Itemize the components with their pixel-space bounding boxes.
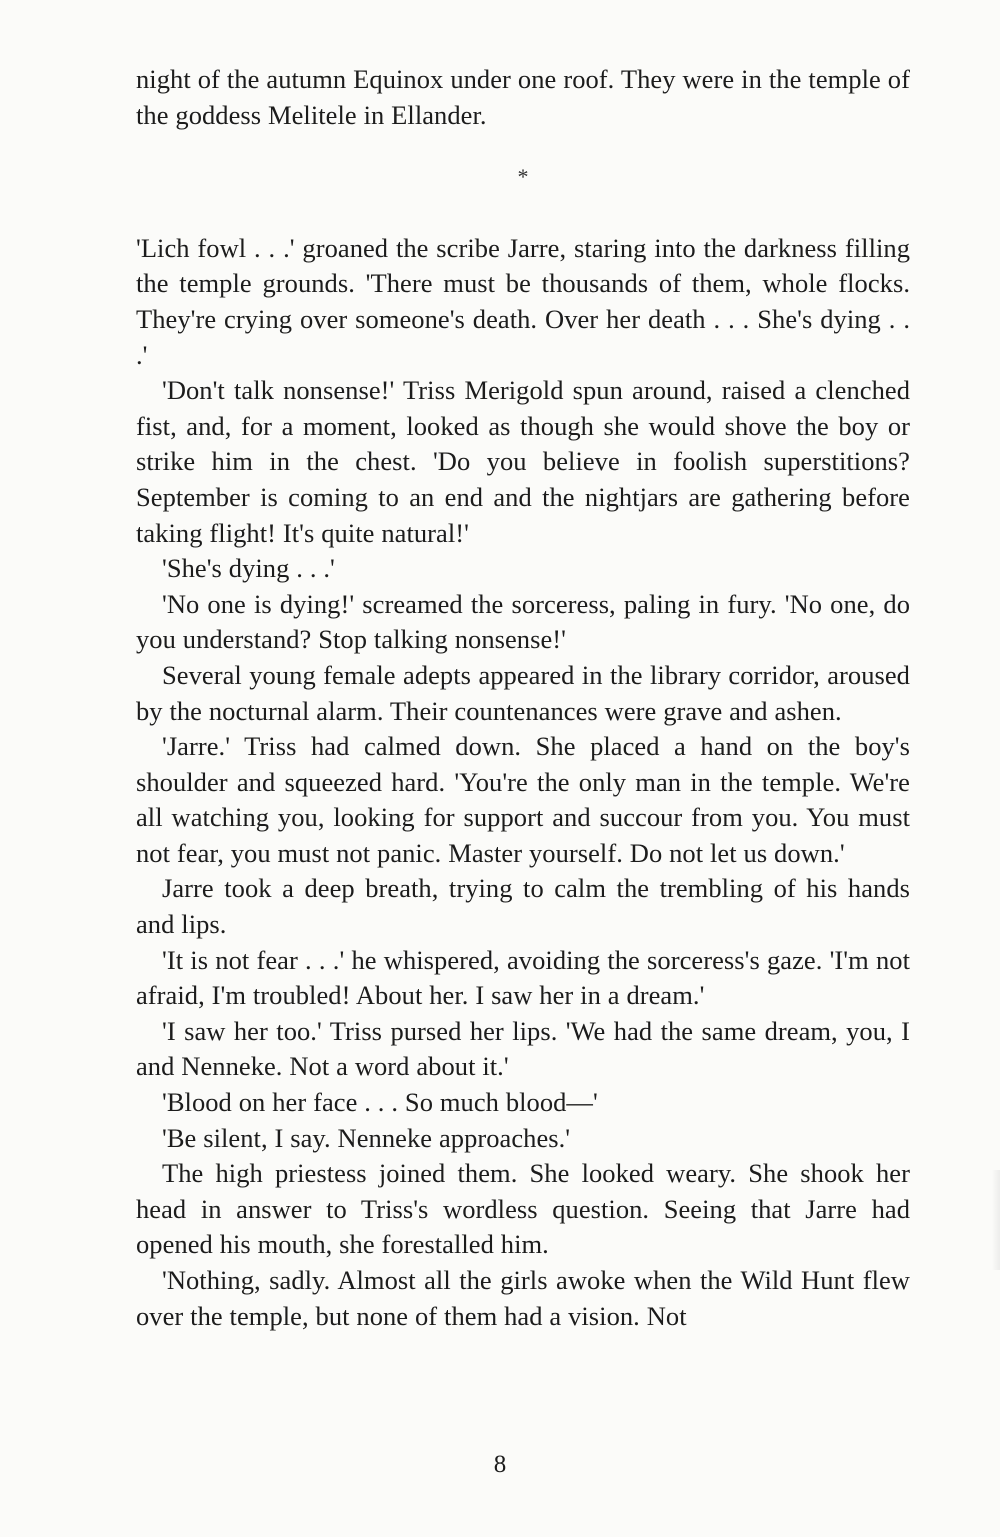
paragraph-11: 'Blood on her face . . . So much blood—' <box>162 1087 598 1118</box>
paragraph-6: Several young female adepts appeared in the library corridor, aroused by the nocturnal alarm. Their countenances were grave and ashen. <box>136 659 910 726</box>
section-separator: * <box>517 164 529 190</box>
page-number: 8 <box>493 1451 507 1478</box>
page-edge-shadow <box>992 1170 1000 1270</box>
paragraph-3: 'Don't talk nonsense!' Triss Merigold spun around, raised a clenched fist, and, for a moment, looked as though she would shove the boy or strike him in the chest. 'Do you believe in foolish superstitions? September is coming to an end and the nightjars are gathering before taking flight! It's quite natural!' <box>136 375 910 548</box>
paragraph-5: 'No one is dying!' screamed the sorceress, paling in fury. 'No one, do you understand? Stop talking nonsense!' <box>136 588 910 655</box>
paragraph-13: The high priestess joined them. She looked weary. She shook her head in answer to Triss's wordless question. Seeing that Jarre had opened his mouth, she forestalled him. <box>136 1158 910 1260</box>
paragraph-2: 'Lich fowl . . .' groaned the scribe Jarre, staring into the darkness filling the temple grounds. 'There must be thousands of them, whole flocks. They're crying over someone's death. Over her death . . . She's dying . . .' <box>136 232 910 370</box>
page-body <box>136 62 910 1334</box>
paragraph-9: 'It is not fear . . .' he whispered, avoiding the sorceress's gaze. 'I'm not afraid, I'm troubled! About her. I saw her in a dream.' <box>136 944 910 1011</box>
paragraph-7: 'Jarre.' Triss had calmed down. She placed a hand on the boy's shoulder and squeezed hard. 'You're the only man in the temple. We're all watching you, looking for support and succour from you. You must not fear, you must not panic. Master yourself. Do not let us down.' <box>136 731 910 868</box>
paragraph-10: 'I saw her too.' Triss pursed her lips. 'We had the same dream, you, I and Nenneke. Not a word about it.' <box>136 1015 910 1082</box>
paragraph-8: Jarre took a deep breath, trying to calm the trembling of his hands and lips. <box>136 873 910 940</box>
paragraph-1: night of the autumn Equinox under one roof. They were in the temple of the goddess Melitele in Ellander. <box>136 64 910 130</box>
paragraph-4: 'She's dying . . .' <box>162 553 335 584</box>
paragraph-14: 'Nothing, sadly. Almost all the girls awoke when the Wild Hunt flew over the temple, but none of them had a vision. Not <box>136 1265 910 1331</box>
paragraph-12: 'Be silent, I say. Nenneke approaches.' <box>162 1122 571 1153</box>
